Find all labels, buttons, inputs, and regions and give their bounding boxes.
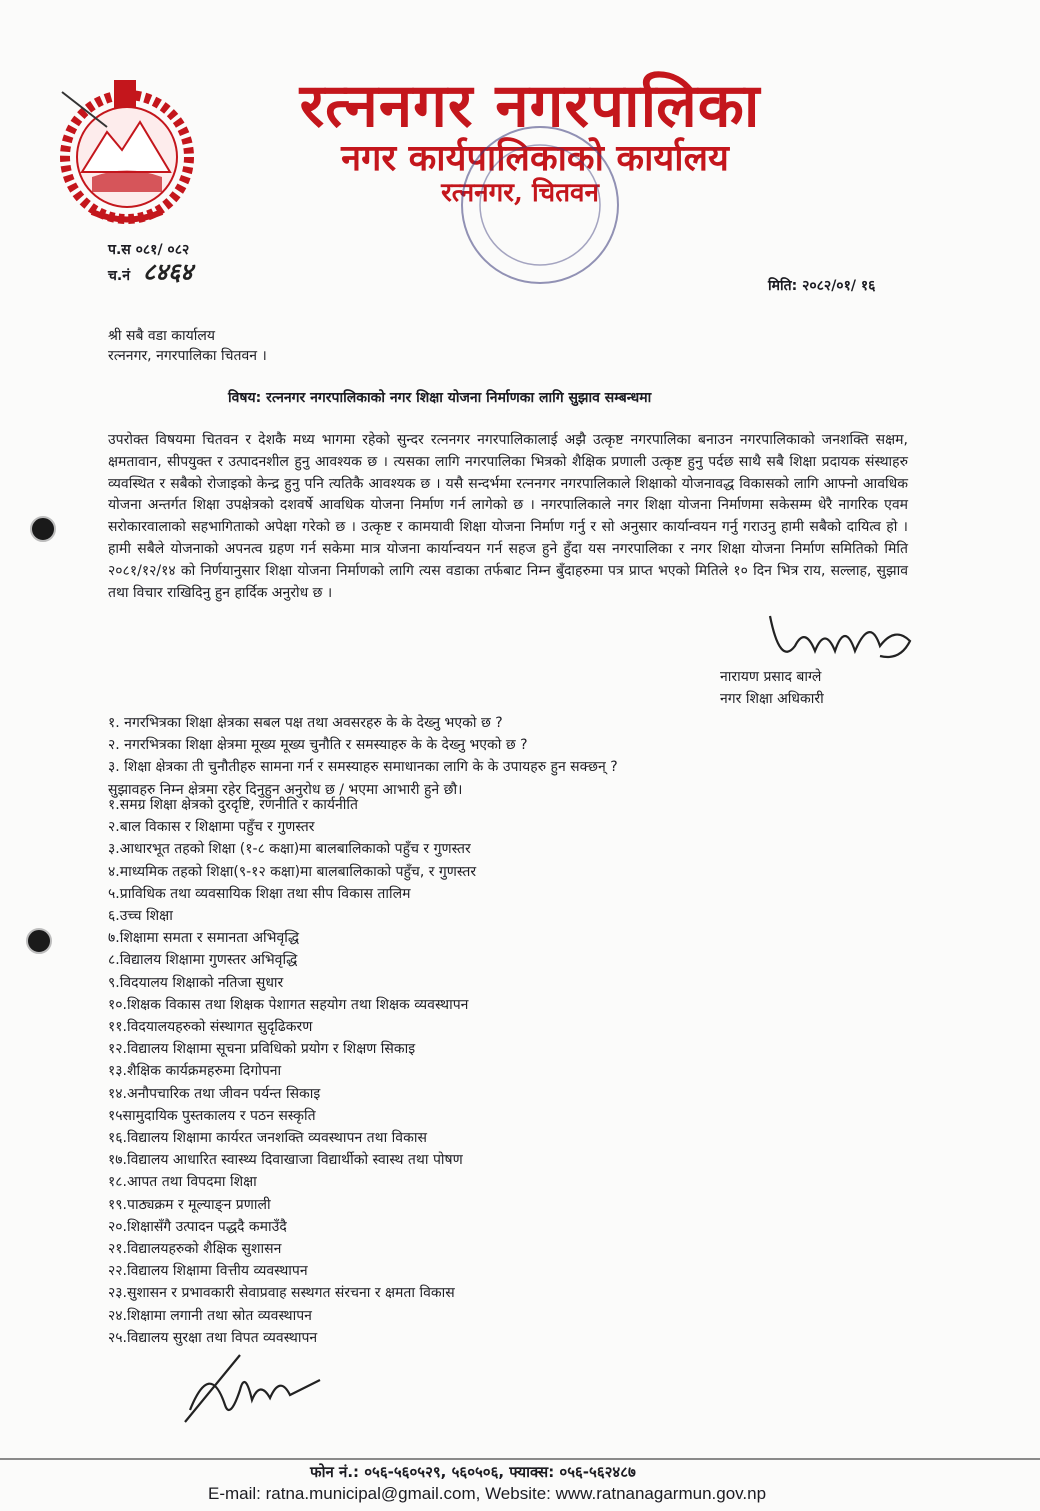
list-item: १२.विद्यालय शिक्षामा सूचना प्रविधिको प्रयोग र शिक्षण सिकाइ [108,1041,416,1058]
list-item: १४.अनौपचारिक तथा जीवन पर्यन्त सिकाइ [108,1085,321,1102]
dispatch-label: च.नं [108,268,130,284]
punch-hole [30,516,56,542]
list-item: ८.विद्यालय शिक्षामा गुणस्तर अभिवृद्धि [108,952,298,969]
question-list [108,712,928,801]
list-item: १६.विद्यालय शिक्षामा कार्यरत जनशक्ति व्यवस्थापन तथा विकास [108,1130,427,1147]
list-item: २०.शिक्षासँगै उत्पादन पद्धदै कमाउँदै [108,1218,287,1235]
dispatch-value: ८४६४ [142,257,193,286]
list-item: २४.शिक्षामा लगानी तथा स्रोत व्यवस्थापन [108,1307,312,1324]
list-item: १९.पाठ्यक्रम र मूल्याङ्न प्रणाली [108,1196,271,1213]
footer-email: E-mail: ratna.municipal@gmail.com, Website: www.ratnanagarmun.gov.np [208,1484,767,1503]
list-item: २. नगरभित्रका शिक्षा क्षेत्रमा मूख्य मूख्य चुनौति र समस्याहरु के के देख्नु भएको छ ? [108,737,528,754]
list-item: २२.विद्यालय शिक्षामा वित्तीय व्यवस्थापन [108,1263,308,1280]
letter-number: प.स ०८१/ ०८२ [108,242,190,258]
list-item: ११.विदयालयहरुको संस्थागत सुदृढिकरण [108,1019,313,1036]
letter-body [108,430,908,604]
list-item: १०.शिक्षक विकास तथा शिक्षक पेशागत सहयोग तथा शिक्षक व्यवस्थापन [108,996,469,1013]
list-item: २.बाल विकास र शिक्षामा पहुँच र गुणस्तर [108,819,315,836]
nepal-emblem-icon [52,72,202,232]
recipient-line-1: श्री सबै वडा कार्यालय [108,328,215,344]
list-item: ७.शिक्षामा समता र समानता अभिवृद्धि [108,930,300,947]
list-item: ४.माध्यमिक तहको शिक्षा(९-१२ कक्षा)मा बालबालिकाको पहुँच, र गुणस्तर [108,863,477,880]
list-item: ६.उच्च शिक्षा [108,908,173,925]
letter-subject: विषय: रत्ननगर नगरपालिकाको नगर शिक्षा योजना निर्माणका लागि सुझाव सम्बन्धमा [228,390,652,406]
list-item: ३.आधारभूत तहको शिक्षा (१-८ कक्षा)मा बालबालिकाको पहुँच र गुणस्तर [108,841,471,858]
list-item: २१.विद्यालयहरुको शैक्षिक सुशासन [108,1241,282,1258]
list-item: १८.आपत तथा विपदमा शिक्षा [108,1174,257,1191]
list-item: १३.शैक्षिक कार्यक्रमहरुमा दिगोपना [108,1063,282,1080]
list-item: १. नगरभित्रका शिक्षा क्षेत्रका सबल पक्ष तथा अवसरहरु के के देख्नु भएको छ ? [108,715,503,731]
list-item: २३.सुशासन र प्रभावकारी सेवाप्रवाह सस्थगत संरचना र क्षमता विकास [108,1285,455,1302]
list-item: २५.विद्यालय सुरक्षा तथा विपत व्यवस्थापन [108,1329,318,1346]
signatory-name: नारायण प्रसाद बाग्ले [720,669,822,685]
suggestion-areas-list [108,794,928,1349]
list-item: सुझावहरु निम्न क्षेत्रमा रहेर दिनुहुन अनुरोध छ / भएमा आभारी हुने छौ। [108,781,463,798]
list-item: १.समग्र शिक्षा क्षेत्रको दुरदृष्टि, रणनीति र कार्यनीति [108,797,359,813]
signature-icon [180,1350,330,1430]
recipient-line-2: रत्ननगर, नगरपालिका चितवन । [108,348,267,364]
signatory-block [720,666,824,710]
letter-date: मिति: २०८२/०१/ १६ [768,278,876,294]
list-item: १७.विद्यालय आधारित स्वास्थ्य दिवाखाजा विद्यार्थीको स्वास्थ तथा पोषण [108,1152,463,1169]
list-item: ५.प्राविधिक तथा व्यवसायिक शिक्षा तथा सीप विकास तालिम [108,885,411,902]
list-item: १५सामुदायिक पुस्तकालय र पठन सस्कृति [108,1107,316,1124]
list-item: ३. शिक्षा क्षेत्रका ती चुनौतीहरु सामना गर्न र समस्याहरु समाधानका लागि के के उपायहरु हुन सक्छन् ? [108,759,618,776]
office-subtitle: नगर कार्यपालिकाको कार्यालय [341,137,729,179]
body-paragraph: उपरोक्त विषयमा चितवन र देशकै मध्य भागमा रहेको सुन्दर रत्ननगर नगरपालिकालाई अझै उत्कृष्ट नगरपालिका बनाउन नगरपालिकाको जनशक्ति सक्षम, क्षमतावान, सीपयुक्त र उत्पादनशील हुनु आवश्यक छ । त्यसका लागि नगरपालिका भित्रको शैक्षिक प्रणाली उत्कृष्ट हुनु पर्दछ साथै सबै शिक्षा प्रदायक संस्थाहरु व्यवस्थित र सबैको रोजाइको केन्द्र हुनु पनि त्यतिकै आवश्यक छ । यसै सन्दर्भमा रत्ननगर नगरपालिकाले शिक्षाको योजनावद्ध विकासको लागि आफ्नो आवधिक योजना अन्तर्गत शिक्षा उपक्षेत्रको दशवर्षे आवधिक योजना निर्माण गर्न लागेको छ । नगरपालिकाले नगर शिक्षा योजना निर्माणमा सकेसम्म धेरै नागरिक एवम सरोकारवालाको सहभागिताको अपेक्षा गरेको छ । उत्कृष्ट र कामयावी शिक्षा योजना निर्माण गर्नु र सो अनुसार कार्यान्वयन गर्नु गराउनु हामी सबैको दायित्व हो । हामी सबैले योजनाको अपनत्व ग्रहण गर्न सकेमा मात्र योजना कार्यान्वयन गर्न सहज हुने हुँदा यस नगरपालिका र नगर शिक्षा योजना निर्माण समितिको मिति २०८१/१२/१४ को निर्णयानुसार शिक्षा योजना निर्माणको लागि त्यस वडाका तर्फबाट निम्न बुँदाहरुमा पत्र प्राप्त भएको मितिले १० दिन भित्र राय, सल्लाह, सुझाव तथा विचार राखिदिनु हुन हार्दिक अनुरोध छ । [108,432,908,601]
office-stamp-icon [445,110,635,300]
punch-hole [26,928,52,954]
office-location: रत्ननगर, चितवन [441,178,599,208]
list-item: ९.विदयालय शिक्षाको नतिजा सुधार [108,974,284,991]
office-title: रत्ननगर नगरपालिका [299,71,761,141]
footer-phone: फोन नं.: ०५६-५६०५२९, ५६०५०६, फ्याक्स: ०५६-५६२४८७ [310,1463,636,1481]
footer-divider [0,1458,1040,1460]
signatory-title: नगर शिक्षा अधिकारी [720,691,824,707]
dispatch-number [108,257,193,286]
